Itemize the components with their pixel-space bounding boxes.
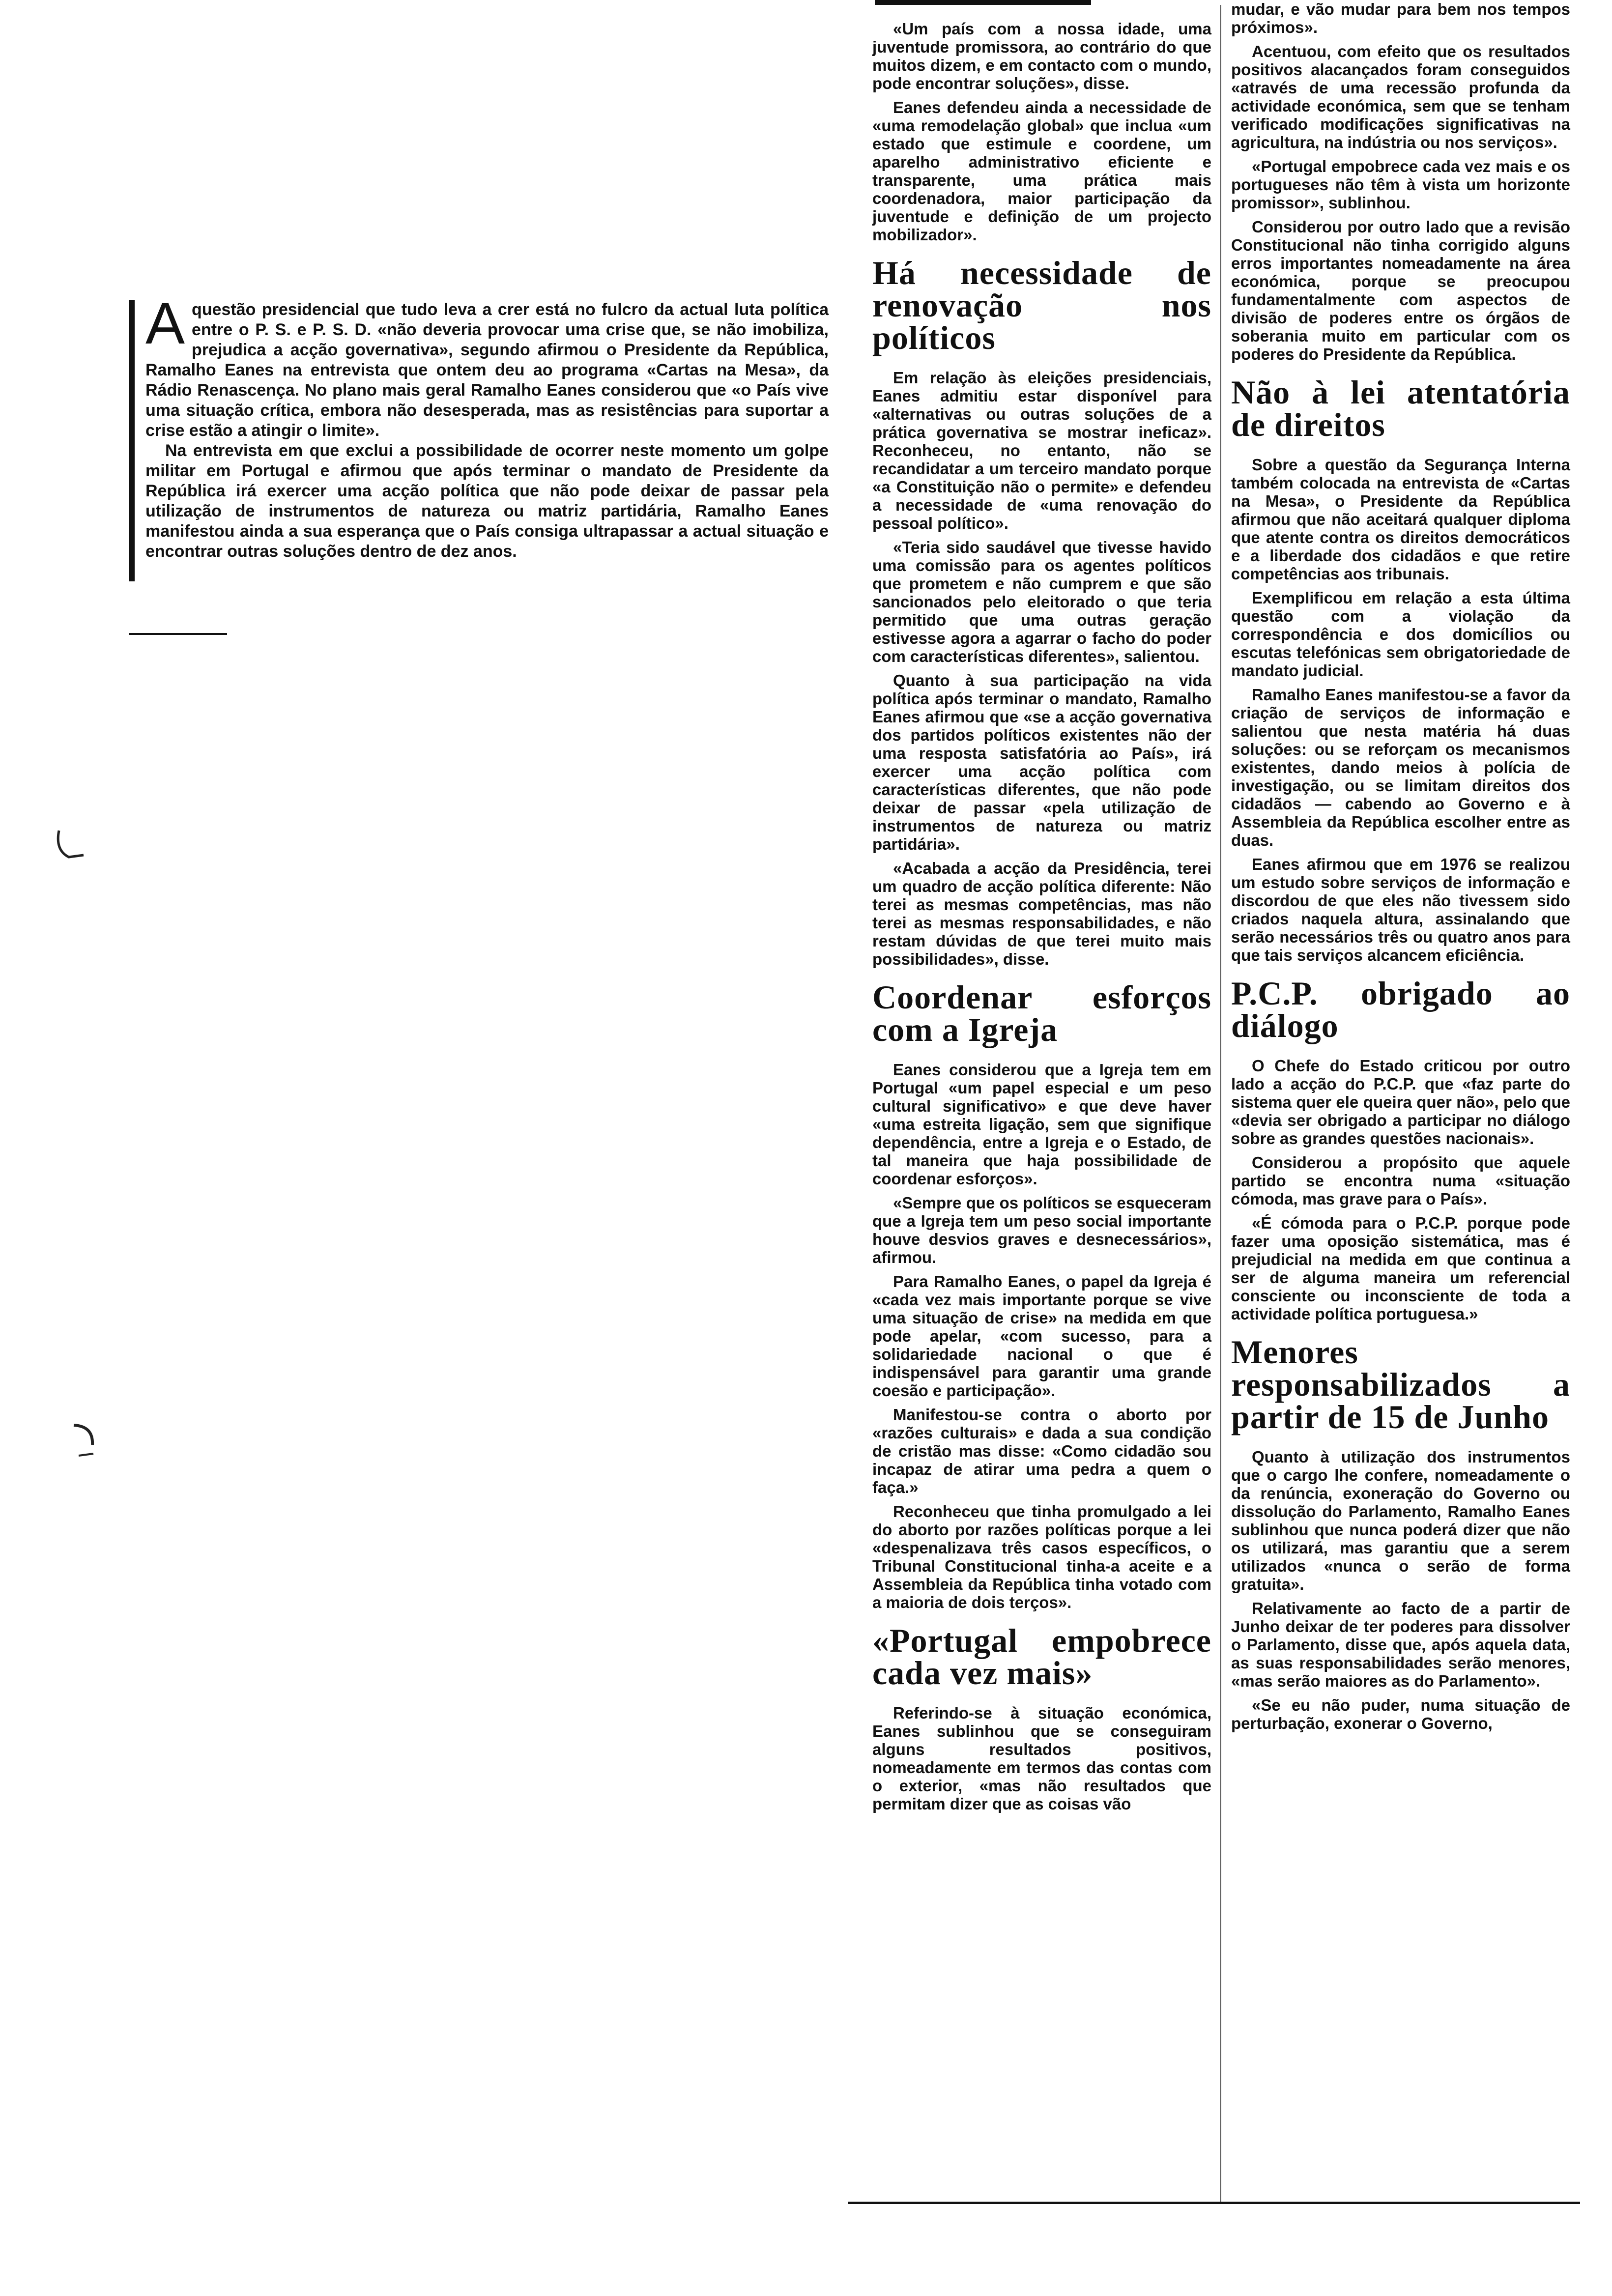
paragraph: Eanes afirmou que em 1976 se realizou um estudo sobre serviços de informação e discordou de que eles não tivessem sido criados naquela altura, assinalando que serão necessários três ou quatro anos para que tais serviços alcancem eficiência. (1231, 855, 1570, 964)
scan-mark (64, 1415, 108, 1469)
bottom-rule (848, 2202, 1580, 2204)
paragraph: Eanes considerou que a Igreja tem em Portugal «um papel especial e um peso cultural significativo» e que deve haver «uma estreita ligação, sem que signifique dependência, entre a Igreja e o Estado, de tal maneira que haja possibilidade de coordenar esforços». (872, 1061, 1211, 1188)
paragraph: Em relação às eleições presidenciais, Eanes admitiu estar disponível para «alternativas ou outras soluções de a prática governativa se mostrar ineficaz». Reconheceu, no entanto, não se recandidatar a um terceiro mandato porque «a Constituição não o permite» e defendeu a necessidade de «uma renovação do pessoal político». (872, 369, 1211, 532)
lead-first-paragraph (145, 290, 829, 441)
paragraph: Quanto à utilização dos instrumentos que o cargo lhe confere, nomeadamente o da renúncia, exoneração do Governo ou dissolução do Parlamento, Ramalho Eanes sublinhou que nunca poderá dizer que não os utilizará, mas garantiu que a serem utilizados «nunca o serão de forma gratuita». (1231, 1448, 1570, 1593)
lead-paragraph-box (129, 290, 829, 581)
paragraph: O Chefe do Estado criticou por outro lado a acção do P.C.P. que «faz parte do sistema quer ele queira quer não», pelo que «devia ser obrigado a participar no diálogo sobre as grandes questões nacionais». (1231, 1057, 1570, 1148)
paragraph: Para Ramalho Eanes, o papel da Igreja é «cada vez mais importante porque se vive uma situação de crise» na medida em que pode apelar, «com sucesso, para a solidariedade nacional o que é indispensável para garantir uma grande coesão e participação». (872, 1272, 1211, 1400)
section-heading: «Portugal empobrece cada vez mais» (872, 1622, 1211, 1692)
paragraph: Considerou a propósito que aquele partido se encontra numa «situação cómoda, mas grave para o País». (1231, 1153, 1570, 1208)
paragraph: Sobre a questão da Segurança Interna também colocada na entrevista de «Cartas na Mesa», o Presidente da República afirmou que não aceitará qualquer diploma que atente contra os direitos democráticos e a liberdade dos cidadãos e que retire competências aos tribunais. (1231, 456, 1570, 583)
paragraph: Manifestou-se contra o aborto por «razões culturais» e dada a sua condição de cristão mas disse: «Como cidadão sou incapaz de atirar uma pedra a quem o faça.» (872, 1406, 1211, 1496)
section-heading: Menores responsabilizados a partir de 15 de Junho (1231, 1333, 1570, 1435)
article-column-2 (1231, 0, 1570, 1738)
scan-mark (49, 826, 93, 870)
paragraph: Ramalho Eanes manifestou-se a favor da criação de serviços de informação e salientou que nesta matéria há duas soluções: ou se reforçam os mecanismos existentes, dando meios à polícia de investigação, ou se limitam direitos dos cidadãos — cabendo ao Governo e à Assembleia da República escolher entre as duas. (1231, 686, 1570, 849)
paragraph: Quanto à sua participação na vida política após terminar o mandato, Ramalho Eanes afirmou que «se a acção governativa dos partidos políticos existentes não der uma resposta satisfatória ao País», irá exercer uma acção política com características diferentes, que não pode deixar de passar «pela utilização de instrumentos de natureza ou matriz partidária». (872, 671, 1211, 853)
section-heading: Não à lei atentatória de direitos (1231, 373, 1570, 443)
lead-second-paragraph: Na entrevista em que exclui a possibilidade de ocorrer neste momento um golpe militar em Portugal e afirmou que após terminar o mandato de Presidente da República irá exercer uma acção política que não pode deixar de passar pela utilização de instrumentos de natureza ou matriz partidária, Ramalho Eanes manifestou ainda a sua esperança que o País consiga ultrapassar a actual situação e encontrar outras soluções dentro de dez anos. (145, 441, 829, 561)
paragraph: Referindo-se à situação económica, Eanes sublinhou que se conseguiram alguns resultados positivos, nomeadamente em termos das contas com o exterior, «mas não resultados que permitam dizer que as coisas vão (872, 1704, 1211, 1813)
section-heading: Há necessidade de renovação nos políticos (872, 254, 1211, 356)
paragraph: Eanes defendeu ainda a necessidade de «uma remodelação global» que inclua «um estado que estimule e coordene, um aparelho administrativo eficiente e transparente, uma prática mais coordenadora, maior participação da juventude e definição de um projecto mobilizador». (872, 98, 1211, 244)
section-heading: Coordenar esforços com a Igreja (872, 978, 1211, 1048)
lead-first-text: questão presidencial que tudo leva a crer está no fulcro da actual luta política entre o P. S. e P. S. D. «não deveria provocar uma crise que, se não imobiliza, prejudica a acção governativa», segundo afirmou o Presidente da República, Ramalho Eanes na entrevista que ontem deu ao programa «Cartas na Mesa», da Rádio Renascença. No plano mais geral Ramalho Eanes considerou que «o País vive uma situação crítica, embora não desesperada, mas as resistências para suportar a crise estão a atingir o limite». (145, 300, 829, 440)
paragraph: Considerou por outro lado que a revisão Constitucional não tinha corrigido alguns erros importantes nomeadamente na área económica, porque se preocupou fundamentalmente com aspectos de divisão de poderes entre os órgãos de soberania muito em particular com os poderes do Presidente da República. (1231, 218, 1570, 363)
paragraph: «É cómoda para o P.C.P. porque pode fazer uma oposição sistemática, mas é prejudicial na medida em que continua a ser de alguma maneira um referencial consciente ou inconsciente de toda a actividade política portuguesa.» (1231, 1214, 1570, 1323)
paragraph: «Teria sido saudável que tivesse havido uma comissão para os agentes políticos que prometem e não cumprem e que são sancionados pelo eleitorado o que teria permitido que uma outras geração estivesse agora a agarrar o facho do poder com características diferentes», salientou. (872, 538, 1211, 665)
paragraph: Relativamente ao facto de a partir de Junho deixar de ter poderes para dissolver o Parlamento, disse que, após aquela data, as suas responsabilidades serão menores, «mas serão maiores as do Parlamento». (1231, 1599, 1570, 1690)
paragraph: Acentuou, com efeito que os resultados positivos alacançados foram conseguidos «através de uma recessão profunda da actividade económica, sem que se tenham verificado modificações significativas na agricultura, na indústria ou nos serviços». (1231, 42, 1570, 151)
paragraph: «Acabada a acção da Presidência, terei um quadro de acção política diferente: Não terei as mesmas competências, mas não terei as mesmas responsabilidades, e não restam dúvidas de que terei muito mais possibilidades», disse. (872, 859, 1211, 968)
section-heading: P.C.P. obrigado ao diálogo (1231, 975, 1570, 1044)
paragraph: «Se eu não puder, numa situação de perturbação, exonerar o Governo, (1231, 1696, 1570, 1732)
lead-rule (129, 633, 227, 635)
top-rule (875, 0, 1091, 5)
paragraph: «Sempre que os políticos se esqueceram que a Igreja tem um peso social importante houve desvios graves e desnecessários», afirmou. (872, 1194, 1211, 1266)
paragraph: «Um país com a nossa idade, uma juventude promissora, ao contrário do que muitos dizem, e em contacto com o mundo, pode encontrar soluções», disse. (872, 20, 1211, 92)
paragraph: Reconheceu que tinha promulgado a lei do aborto por razões políticas porque a lei «despenalizava três casos específicos, o Tribunal Constitucional tinha-a aceite e a Assembleia da República tinha votado com a maioria de dois terços». (872, 1502, 1211, 1611)
paragraph: «Portugal empobrece cada vez mais e os portugueses não têm à vista um horizonte promissor», sublinhou. (1231, 157, 1570, 212)
article-column-1 (872, 20, 1211, 1819)
column-divider (1220, 5, 1221, 2202)
drop-cap: A (145, 290, 185, 356)
paragraph: Exemplificou em relação a esta última questão com a violação da correspondência e dos domicílios ou escutas telefónicas sem obrigatoriedade de mandato judicial. (1231, 589, 1570, 680)
paragraph: mudar, e vão mudar para bem nos tempos próximos». (1231, 0, 1570, 36)
